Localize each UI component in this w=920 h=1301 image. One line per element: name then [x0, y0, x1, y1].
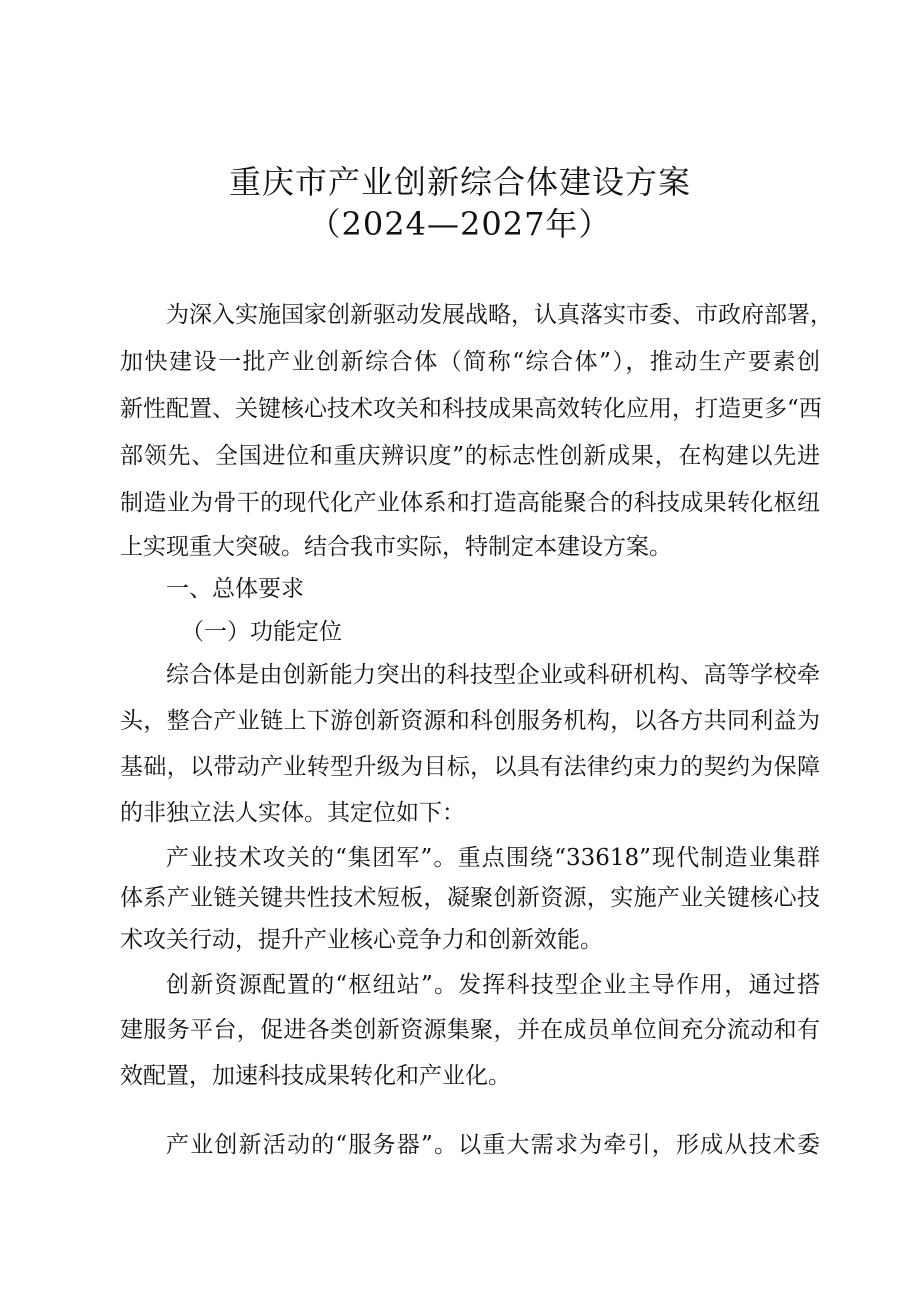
- paragraph-line: 产业创新活动的“服务器”。以重大需求为牵引，形成从技术委: [166, 1132, 820, 1158]
- paragraph-line: 加快建设一批产业创新综合体（简称“综合体”），推动生产要素创: [120, 349, 820, 375]
- paragraph-line: 建服务平台，促进各类创新资源集聚，并在成员单位间充分流动和有: [120, 1017, 820, 1043]
- paragraph-line: 创新资源配置的“枢纽站”。发挥科技型企业主导作用，通过搭: [166, 972, 820, 998]
- paragraph-line: 基础，以带动产业转型升级为目标，以具有法律约束力的契约为保障: [120, 754, 820, 780]
- paragraph-line: 术攻关行动，提升产业核心竞争力和创新效能。: [120, 927, 603, 953]
- paragraph-line: 新性配置、关键核心技术攻关和科技成果高效转化应用，打造更多“西: [120, 396, 822, 422]
- paragraph-line: 部领先、全国进位和重庆辨识度”的标志性创新成果，在构建以先进: [120, 443, 820, 469]
- paragraph-line: 为深入实施国家创新驱动发展战略，认真落实市委、市政府部署，: [166, 302, 833, 328]
- paragraph-line: 效配置，加速科技成果转化和产业化。: [120, 1063, 511, 1089]
- paragraph-line: 上实现重大突破。结合我市实际，特制定本建设方案。: [120, 534, 672, 560]
- paragraph-line: 的非独立法人实体。其定位如下：: [120, 800, 465, 826]
- section-heading: 一、总体要求: [166, 576, 304, 602]
- paragraph-line: 头，整合产业链上下游创新资源和科创服务机构，以各方共同利益为: [120, 708, 820, 734]
- document-subtitle: （2024—2027年）: [308, 205, 612, 243]
- paragraph-line: 产业技术攻关的“集团军”。重点围绕“33618”现代制造业集群: [166, 845, 820, 871]
- paragraph-line: 体系产业链关键共性技术短板，凝聚创新资源，实施产业关键核心技: [120, 885, 820, 911]
- document-title: 重庆市产业创新综合体建设方案: [228, 163, 691, 201]
- paragraph-line: 综合体是由创新能力突出的科技型企业或科研机构、高等学校牵: [166, 662, 820, 688]
- subsection-heading: （一）功能定位: [181, 619, 342, 645]
- paragraph-line: 制造业为骨干的现代化产业体系和打造高能聚合的科技成果转化枢纽: [120, 490, 820, 516]
